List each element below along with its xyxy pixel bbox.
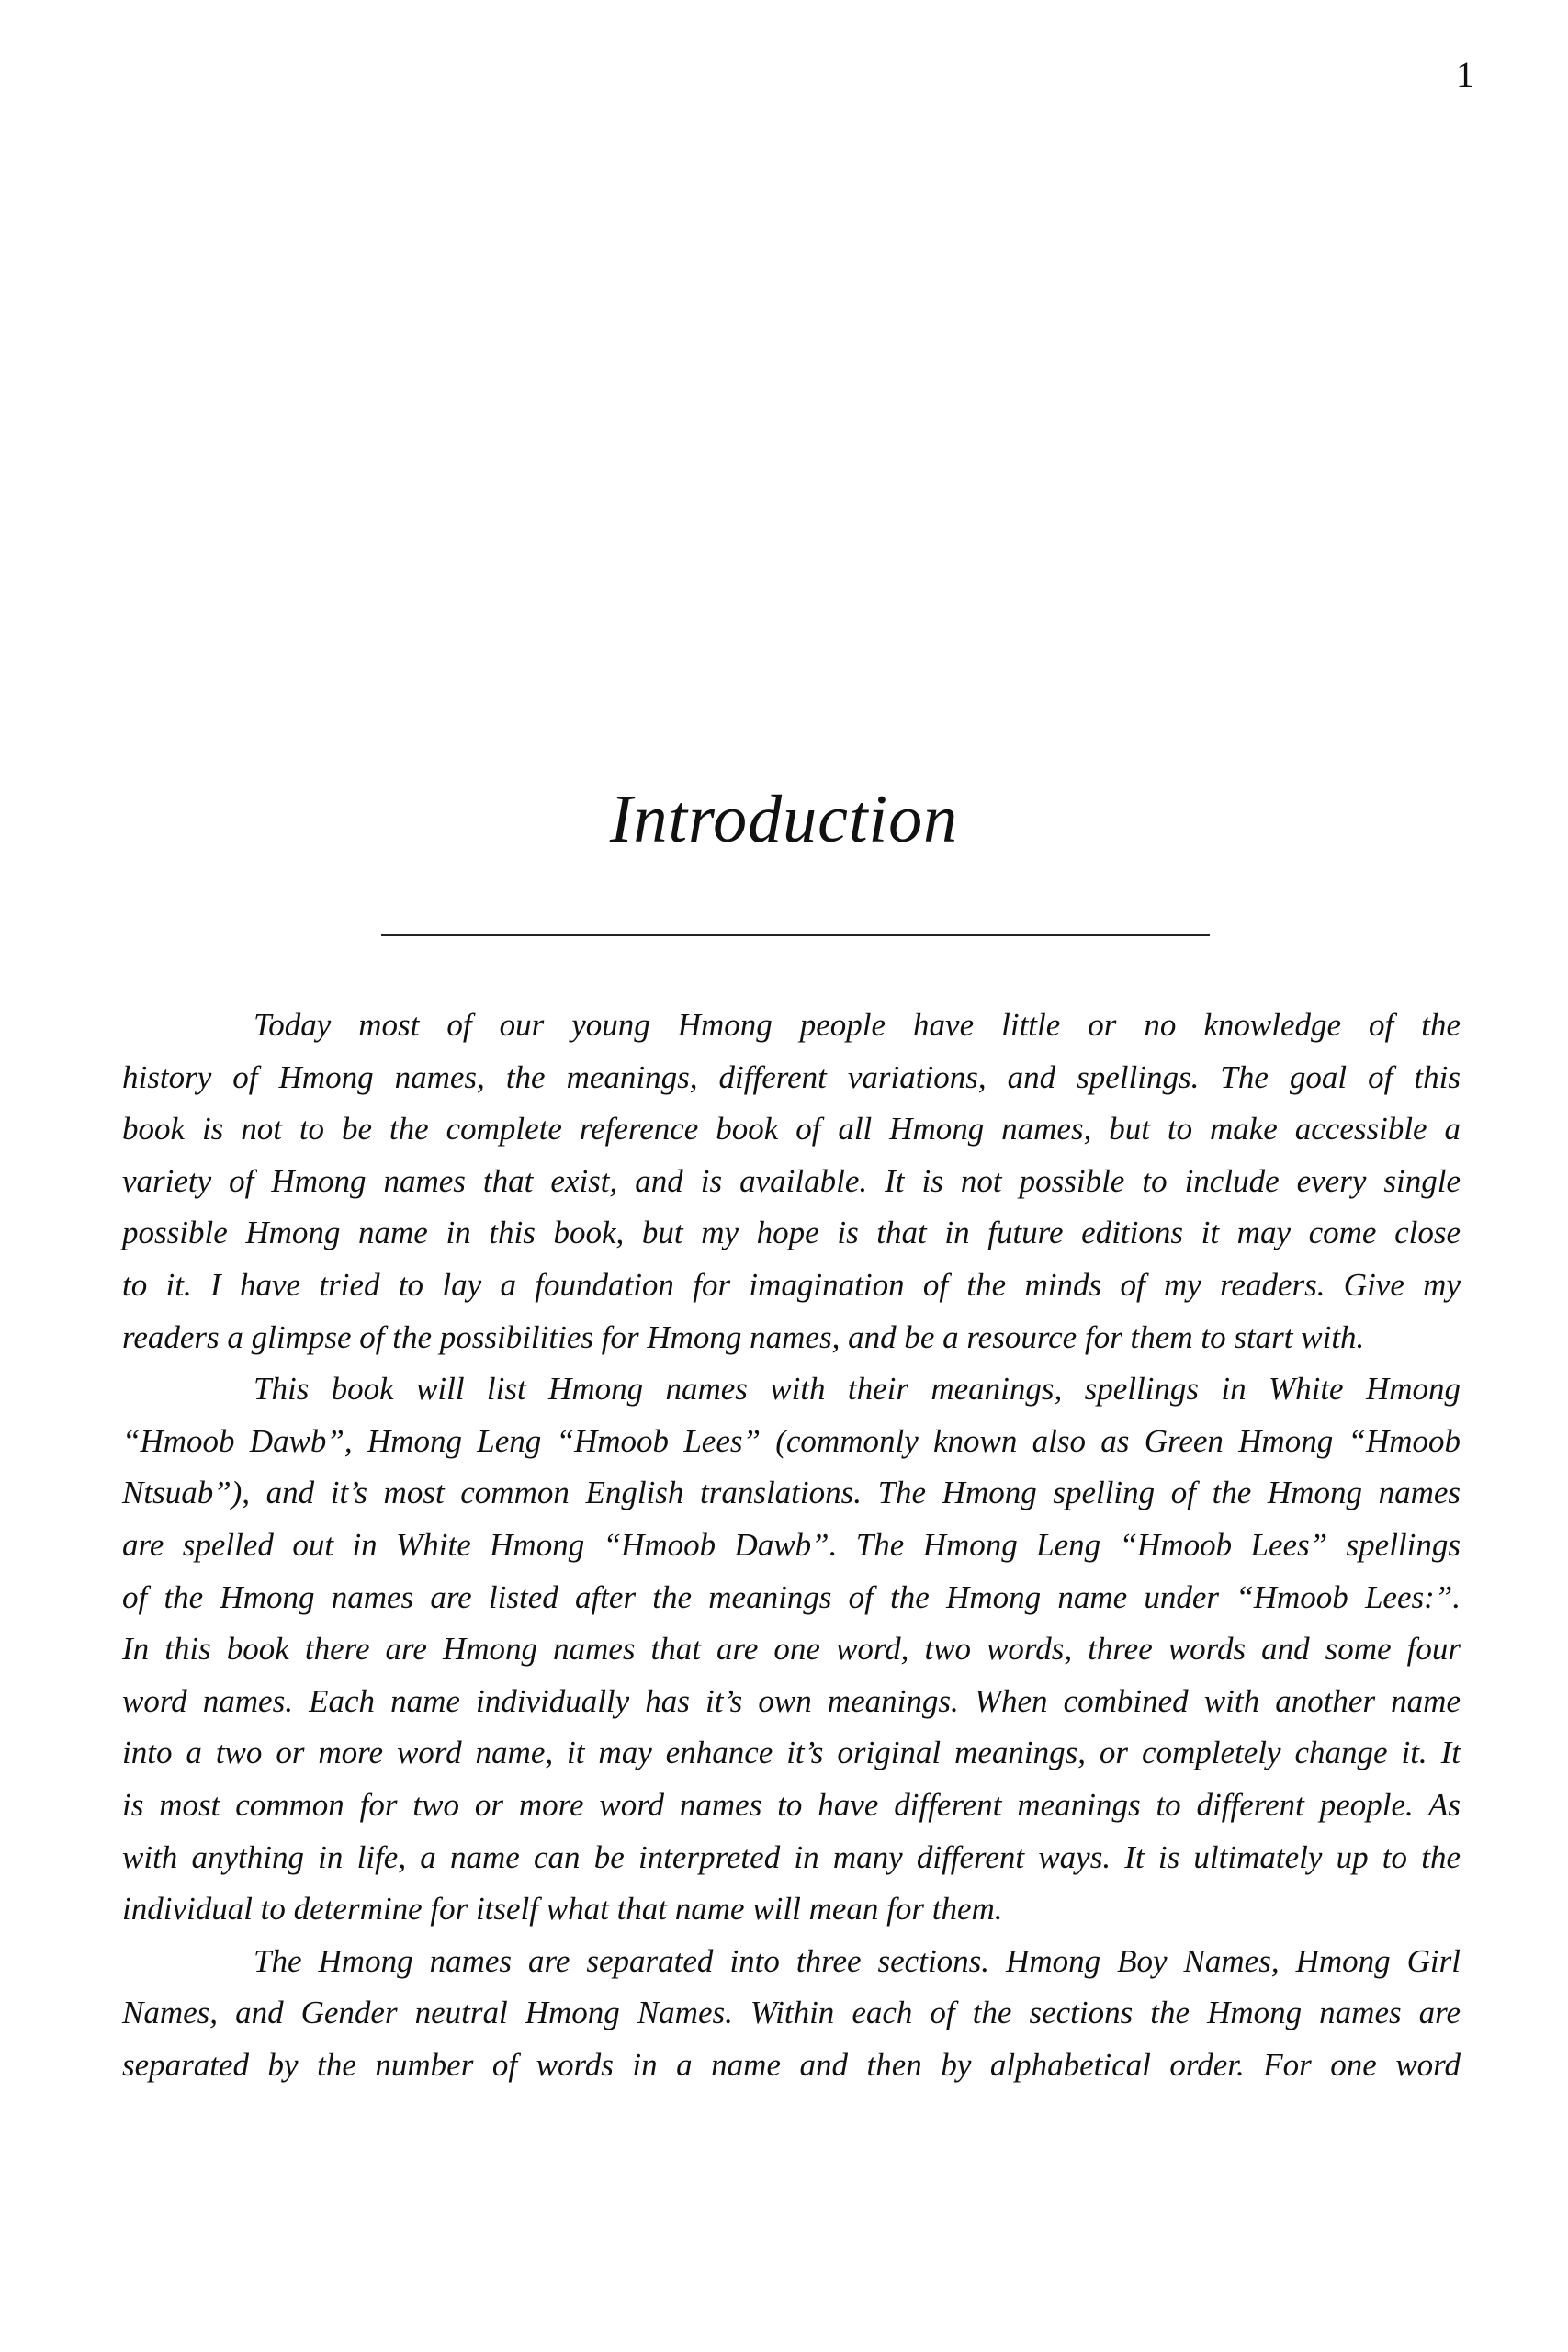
paragraph-line: possible Hmong name in this book, but my hope is that in future editions it may come close	[122, 1215, 1461, 1251]
paragraph-line: history of Hmong names, the meanings, different variations, and spellings. The goal of this	[122, 1058, 1461, 1095]
paragraph-line: of the Hmong names are listed after the meanings of the Hmong name under “Hmoob Lees:”.	[122, 1578, 1461, 1615]
body-text	[122, 1000, 1461, 2091]
paragraph-line: separated by the number of words in a name and then by alphabetical order. For one word	[122, 2046, 1461, 2083]
paragraph-line: The Hmong names are separated into three sections. Hmong Boy Names, Hmong Girl	[254, 1942, 1461, 1979]
paragraph-line: word names. Each name individually has it’s own meanings. When combined with another name	[122, 1682, 1461, 1719]
paragraph-line: This book will list Hmong names with their meanings, spellings in White Hmong	[254, 1371, 1461, 1408]
paragraph-line: In this book there are Hmong names that are one word, two words, three words and some four	[122, 1631, 1461, 1668]
paragraph-line: are spelled out in White Hmong “Hmoob Dawb”. The Hmong Leng “Hmoob Lees” spellings	[122, 1526, 1461, 1563]
page-number: 1	[1456, 54, 1474, 96]
title-divider	[381, 934, 1210, 936]
paragraph-line: variety of Hmong names that exist, and is available. It is not possible to include every single	[122, 1162, 1461, 1199]
paragraph-line: book is not to be the complete reference book of all Hmong names, but to make accessible a	[122, 1111, 1461, 1148]
paragraph-line: Names, and Gender neutral Hmong Names. Within each of the sections the Hmong names are	[122, 1995, 1461, 2031]
paragraph-line: readers a glimpse of the possibilities for Hmong names, and be a resource for them to start with.	[122, 1318, 1365, 1355]
paragraph-line: “Hmoob Dawb”, Hmong Leng “Hmoob Lees” (commonly known also as Green Hmong “Hmoob	[122, 1422, 1461, 1459]
paragraph-line: with anything in life, a name can be interpreted in many different ways. It is ultimately up to the	[122, 1838, 1461, 1875]
paragraph-line: Today most of our young Hmong people have little or no knowledge of the	[254, 1007, 1461, 1043]
paragraph-line: into a two or more word name, it may enhance it’s original meanings, or completely change it. It	[122, 1735, 1461, 1771]
paragraph-line: Ntsuab”), and it’s most common English translations. The Hmong spelling of the Hmong names	[122, 1475, 1461, 1511]
paragraph-line: is most common for two or more word names to have different meanings to different people. As	[122, 1786, 1461, 1823]
paragraph-line: individual to determine for itself what that name will mean for them.	[122, 1891, 1003, 1928]
chapter-title: Introduction	[609, 782, 959, 857]
paragraph-line: to it. I have tried to lay a foundation for imagination of the minds of my readers. Give my	[122, 1266, 1461, 1303]
